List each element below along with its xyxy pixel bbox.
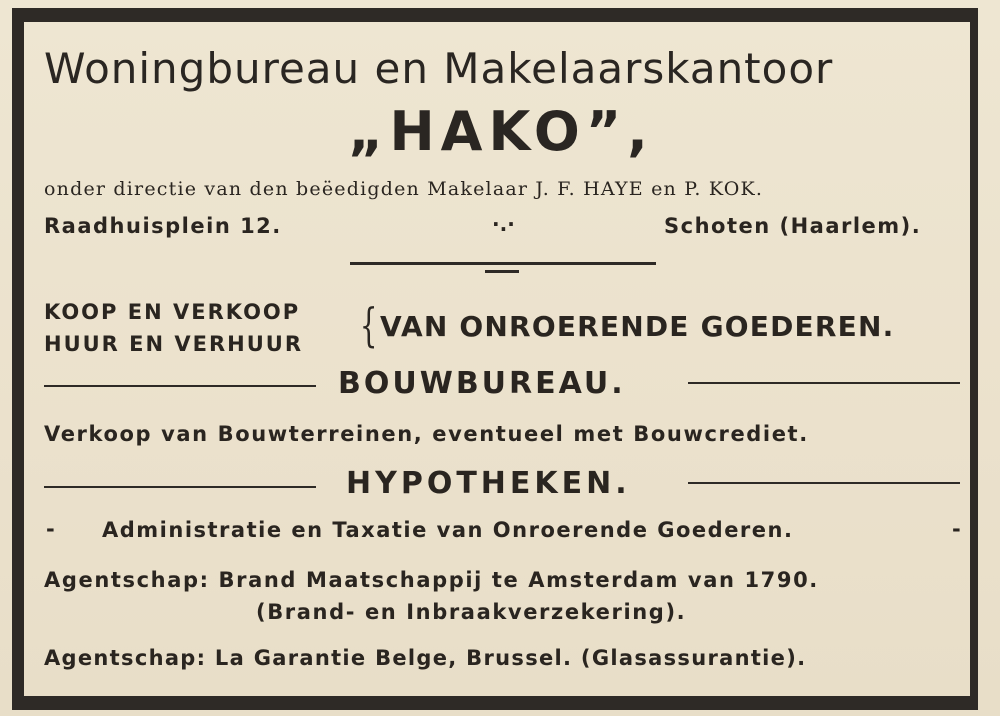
address-ornament: ·.· xyxy=(492,212,515,236)
separator-short xyxy=(485,270,519,273)
service-koop: KOOP EN VERKOOP xyxy=(44,300,301,324)
rule-bouw-right xyxy=(688,382,960,384)
street-address: Raadhuisplein 12. xyxy=(44,214,282,238)
company-name: „HAKO”, xyxy=(348,100,654,163)
agentschap-brand: Agentschap: Brand Maatschappij te Amsterdam van 1790. xyxy=(44,568,819,592)
agentschap-garantie: Agentschap: La Garantie Belge, Brussel. (Glasassurantie). xyxy=(44,646,807,670)
rule-bouw-left xyxy=(44,385,316,387)
ad-title: Woningbureau en Makelaarskantoor xyxy=(44,44,834,93)
separator-long xyxy=(350,262,656,265)
agentschap-brand-detail: (Brand- en Inbraakverzekering). xyxy=(256,600,687,624)
service-subject: VAN ONROERENDE GOEDEREN. xyxy=(380,310,895,343)
bouw-description: Verkoop van Bouwterreinen, eventueel met Bouwcrediet. xyxy=(44,422,809,446)
border-right xyxy=(970,8,978,710)
directie-line: onder directie van den beëedigden Makelaar J. F. HAYE en P. KOK. xyxy=(44,178,764,200)
rule-hyp-left xyxy=(44,486,316,488)
service-huur: HUUR EN VERHUUR xyxy=(44,332,304,356)
section-heading-hypotheken: HYPOTHEKEN. xyxy=(346,466,631,501)
section-heading-bouwbureau: BOUWBUREAU. xyxy=(338,366,626,401)
border-top xyxy=(12,8,978,22)
border-left xyxy=(12,8,24,710)
brace-glyph: { xyxy=(359,298,378,352)
border-bottom xyxy=(12,696,978,710)
dash-right: - xyxy=(952,517,961,541)
city-address: Schoten (Haarlem). xyxy=(664,214,922,238)
administratie-line: Administratie en Taxatie van Onroerende Goederen. xyxy=(102,518,794,542)
dash-left: - xyxy=(46,517,55,541)
rule-hyp-right xyxy=(688,482,960,484)
